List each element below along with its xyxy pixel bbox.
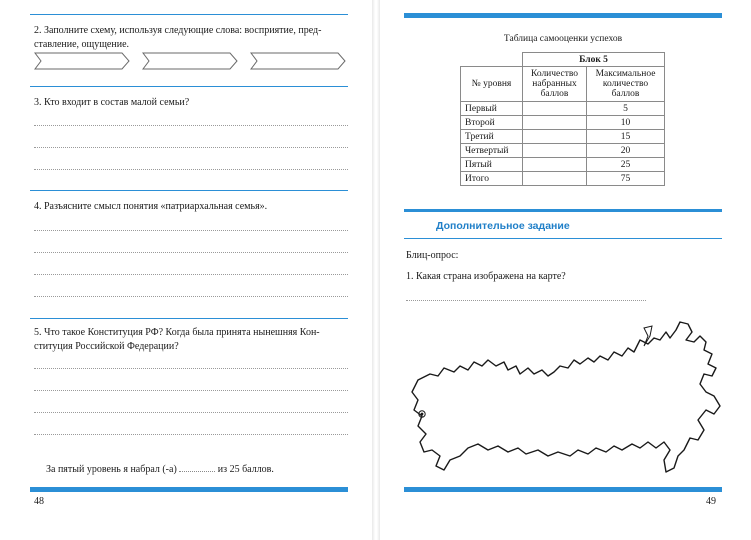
score-line (46, 463, 346, 477)
score-suffix: из 25 баллов. (217, 464, 274, 475)
table-corner (461, 53, 523, 67)
answer-line[interactable] (34, 296, 348, 297)
score-input[interactable] (179, 471, 215, 472)
table-block-header: Блок 5 (523, 53, 665, 67)
task-2-line-2: ставление, ощущение. (34, 39, 130, 50)
question-1: 1. Какая страна изображена на карте? (406, 271, 566, 282)
country-map-outline (408, 310, 728, 482)
top-bar (404, 13, 722, 18)
row-earned-input[interactable] (523, 102, 587, 116)
task-2 (34, 24, 352, 52)
row-earned-input[interactable] (523, 144, 587, 158)
map-island (644, 326, 652, 346)
header-max: Максимальное количество баллов (587, 67, 665, 102)
row-level: Первый (461, 102, 523, 116)
task-3: 3. Кто входит в состав малой семьи? (34, 97, 190, 108)
divider-2 (30, 86, 348, 87)
row-max: 20 (587, 144, 665, 158)
scheme-box-2[interactable] (142, 52, 238, 70)
table-row (461, 102, 665, 116)
scheme-box-1[interactable] (34, 52, 130, 70)
extra-task-title: Дополнительное задание (436, 220, 570, 232)
table-row (461, 144, 665, 158)
row-earned-input[interactable] (523, 130, 587, 144)
answer-line[interactable] (34, 412, 348, 413)
answer-line[interactable] (34, 230, 348, 231)
blitz-label: Блиц-опрос: (406, 250, 459, 261)
self-assessment-table (460, 52, 665, 186)
task-5 (34, 326, 352, 354)
book-gutter (372, 0, 380, 540)
map-border (412, 322, 720, 472)
answer-line[interactable] (34, 434, 348, 435)
row-level: Третий (461, 130, 523, 144)
answer-line[interactable] (34, 274, 348, 275)
table-row (461, 130, 665, 144)
row-max: 15 (587, 130, 665, 144)
answer-line[interactable] (34, 390, 348, 391)
row-earned-input[interactable] (523, 116, 587, 130)
top-divider (30, 14, 348, 15)
task-2-line-1: 2. Заполните схему, используя следующие слова: восприятие, пред- (34, 25, 322, 36)
answer-line[interactable] (406, 300, 646, 301)
answer-line[interactable] (34, 147, 348, 148)
right-page (380, 0, 751, 540)
row-max: 25 (587, 158, 665, 172)
row-level: Четвертый (461, 144, 523, 158)
row-max: 5 (587, 102, 665, 116)
answer-line[interactable] (34, 252, 348, 253)
row-level: Итого (461, 172, 523, 186)
answer-line[interactable] (34, 125, 348, 126)
scheme-box-3[interactable] (250, 52, 346, 70)
task-5-line-2: ституция Российской Федерации? (34, 341, 179, 352)
table-row (461, 172, 665, 186)
header-level: № уровня (461, 67, 523, 102)
section-bar (404, 209, 722, 212)
capital-dot-icon (421, 413, 424, 416)
answer-line[interactable] (34, 169, 348, 170)
table-row (461, 116, 665, 130)
bottom-bar (404, 487, 722, 492)
table-row (461, 158, 665, 172)
score-prefix: За пятый уровень я набрал (-а) (46, 464, 177, 475)
divider-4 (30, 318, 348, 319)
task-4: 4. Разъясните смысл понятия «патриархальная семья». (34, 201, 268, 212)
answer-line[interactable] (34, 368, 348, 369)
row-level: Второй (461, 116, 523, 130)
row-earned-input[interactable] (523, 158, 587, 172)
section-underline (404, 238, 722, 239)
row-earned-input[interactable] (523, 172, 587, 186)
table-title: Таблица самооценки успехов (503, 34, 623, 44)
bottom-bar (30, 487, 348, 492)
left-page (0, 0, 372, 540)
row-level: Пятый (461, 158, 523, 172)
page-number: 49 (706, 496, 716, 507)
divider-3 (30, 190, 348, 191)
row-max: 75 (587, 172, 665, 186)
page-number: 48 (34, 496, 44, 507)
row-max: 10 (587, 116, 665, 130)
header-earned: Количество набранных баллов (523, 67, 587, 102)
task-5-line-1: 5. Что такое Конституция РФ? Когда была принята нынешняя Кон- (34, 327, 320, 338)
